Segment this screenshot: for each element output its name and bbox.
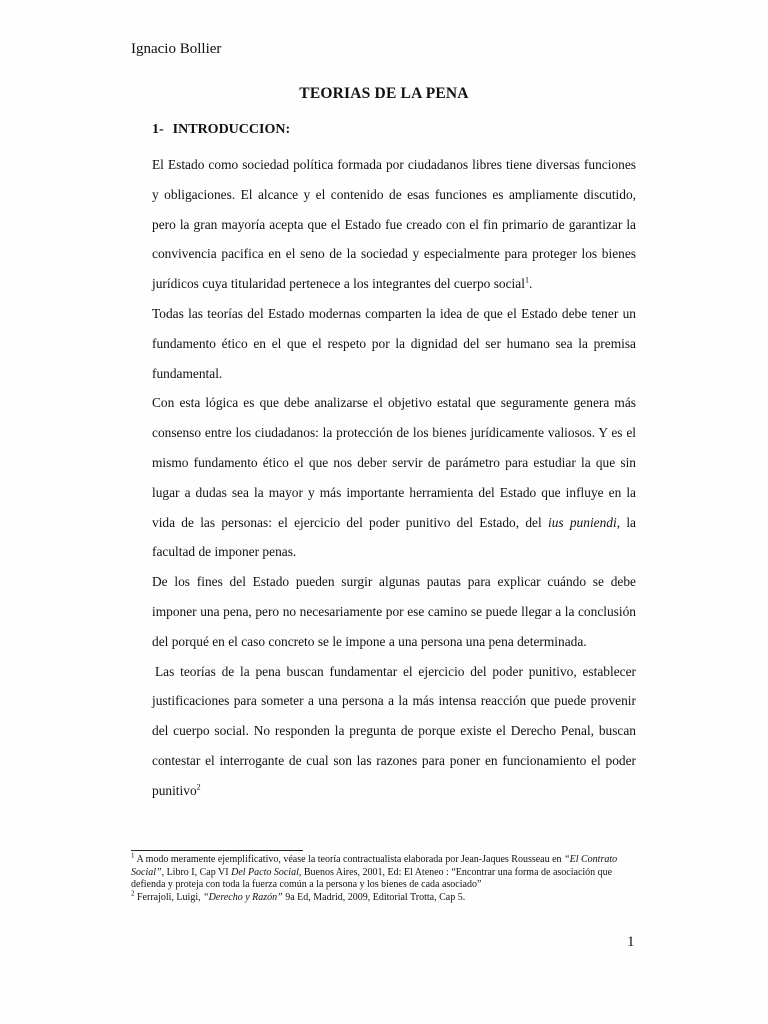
document-title: TEORIAS DE LA PENA (299, 85, 469, 102)
footnote-2-italic1: “Derecho y Razón” (203, 891, 283, 903)
footnote-2-part2: 9a Ed, Madrid, 2009, Editorial Trotta, Cap 5. (282, 891, 466, 903)
footnote-ref-2[interactable]: 2 (196, 782, 201, 792)
paragraph-3-italic-term: ius puniendi (547, 514, 617, 530)
footnote-1 (131, 851, 631, 892)
paragraph-1-tail: . (528, 276, 533, 292)
paragraph-5 (152, 657, 636, 806)
footnote-2-marker: 2 (131, 889, 135, 898)
paragraph-4: De los fines del Estado pueden surgir algunas pautas para explicar cuándo se debe imponer una pena, pero no necesariamente por ese camino se puede llegar a la conclusión del porqué en el caso concreto se le impone a una persona una pena determinada. (152, 574, 636, 649)
footnotes (131, 851, 631, 904)
footnote-ref-1[interactable]: 1 (524, 275, 529, 285)
paragraph-3-text-after: , la facultad de imponer penas. (152, 514, 636, 560)
footnote-2 (131, 889, 631, 905)
footnote-1-marker: 1 (131, 851, 135, 860)
paragraph-3 (152, 388, 636, 567)
paragraph-5-text: Las teorías de la pena buscan fundamentar el ejercicio del poder punitivo, establecer justificaciones para someter a una persona a la más intensa reacción que puede provenir del cuerpo social. No responden la pregunta de porque existe el Derecho Penal, buscan contestar el interrogante de cual son las razones para poner en funcionamiento el poder punitivo (152, 663, 636, 798)
section-number: 1- (152, 122, 164, 137)
paragraph-1 (152, 150, 636, 299)
footnote-1-italic1: “El Contrato Social” (131, 854, 618, 878)
footnote-1-italic2: Del Pacto Social, (231, 866, 302, 878)
footnote-1-part2: , Libro I, Cap VI (161, 866, 232, 878)
footnote-1-part1: A modo meramente ejemplificativo, véase la teoría contractualista elaborada por Jean-Jaques Rousseau en (134, 854, 565, 865)
section-heading-text: INTRODUCCION: (172, 122, 291, 137)
body-text (152, 150, 636, 806)
footnote-separator (131, 850, 303, 851)
paragraph-2: Todas las teorías del Estado modernas comparten la idea de que el Estado debe tener un fundamento ético en el que el respeto por la dignidad del ser humano sea la premisa fundamental. (152, 305, 636, 381)
header-author: Ignacio Bollier (131, 41, 222, 57)
paragraph-1-text: El Estado como sociedad política formada por ciudadanos libres tiene diversas funciones y obligaciones. El alcance y el contenido de esas funciones es ampliamente discutido, pero la gran mayoría acepta que el Estado fue creado con el fin primario de garantizar la convivencia pacifica en el seno de la sociedad y especialmente para proteger los bienes jurídicos cuya titularidad pertenece a los integrantes del cuerpo social (152, 157, 636, 292)
footnote-2-part1: Ferrajoli, Luigi, (134, 891, 204, 903)
page-number: 1 (627, 934, 635, 950)
paragraph-3-text-before: Con esta lógica es que debe analizarse el objetivo estatal que seguramente genera más consenso entre los ciudadanos: la protección de los bienes jurídicamente valiosos. Y es el mismo fundamento ético el que nos deber servir de parámetro para estudiar la que sin lugar a dudas sea la mayor y más importante herramienta del Estado que influye en la vida de las personas: el ejercicio del poder punitivo del Estado, del (152, 395, 636, 530)
section-heading (152, 122, 290, 138)
footnote-1-part3: Buenos Aires, 2001, Ed: El Ateneo : “Encontrar una forma de asociación que defienda y proteja con toda la fuerza común a la persona y los bienes de cada asociado” (131, 866, 613, 891)
